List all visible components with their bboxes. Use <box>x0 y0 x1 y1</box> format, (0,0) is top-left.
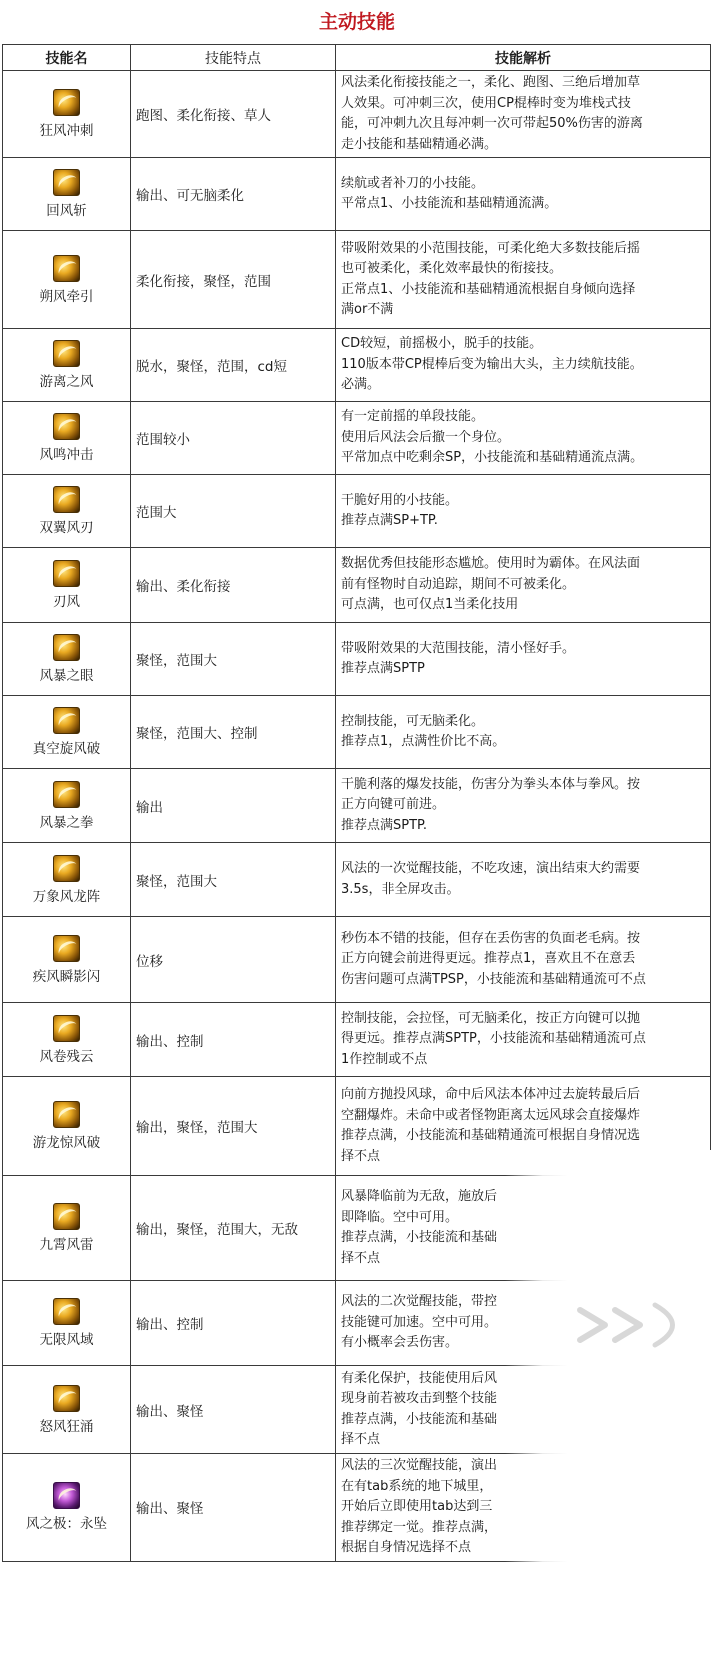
analysis-line: 前有怪物时自动追踪，期间不可被柔化。 <box>341 576 576 592</box>
north-wind-pull-icon <box>53 255 80 282</box>
skill-analysis <box>336 231 711 329</box>
roaming-dragon-icon <box>53 1101 80 1128</box>
watermark-logo-icon <box>560 1290 700 1360</box>
analysis-line: CD较短，前摇极小，脱手的技能。 <box>341 336 543 352</box>
analysis-line: 干脆利落的爆发技能，伤害分为拳头本体与拳风。按 <box>341 776 641 792</box>
analysis-line: 平常点1、小技能流和基础精通流满。 <box>341 196 558 211</box>
skill-features: 范围大 <box>131 475 336 548</box>
skill-analysis <box>336 1003 711 1077</box>
infinite-wind-domain-icon <box>53 1298 80 1325</box>
skill-analysis <box>336 475 711 548</box>
skill-name: 双翼风刃 <box>39 520 94 536</box>
watermark-fade-overlay <box>505 1150 714 1663</box>
analysis-line: 能，可冲刺九次且每冲刺一次可带起50%伤害的游离 <box>341 116 643 131</box>
analysis-line: 风法柔化衔接技能之一，柔化、跑图、三绝后增加草 <box>341 75 641 90</box>
skill-name: 风暴之眼 <box>39 668 94 684</box>
table-row <box>3 623 711 696</box>
skill-analysis <box>336 843 711 917</box>
skill-name-cell <box>3 475 131 548</box>
analysis-line: 控制技能，可无脑柔化。 <box>341 713 485 729</box>
skill-features: 跑图、柔化衔接、草人 <box>131 71 336 158</box>
skill-features: 聚怪，范围大、控制 <box>131 696 336 769</box>
skill-name-cell <box>3 1003 131 1077</box>
analysis-line: 推荐点1，点满性价比不高。 <box>341 734 506 749</box>
analysis-line: 人效果。可冲刺三次，使用CP棍棒时变为堆栈式技 <box>341 95 631 111</box>
table-row <box>3 402 711 475</box>
skill-analysis <box>336 548 711 623</box>
wind-howl-strike-icon <box>53 413 80 440</box>
skill-name-cell <box>3 231 131 329</box>
skill-features: 输出、柔化衔接 <box>131 548 336 623</box>
skill-features: 脱水，聚怪，范围，cd短 <box>131 329 336 402</box>
analysis-line: 推荐点满SPTP <box>341 661 425 676</box>
table-row <box>3 696 711 769</box>
analysis-line: 推荐点满SP+TP. <box>341 513 438 528</box>
table-row <box>3 71 711 158</box>
analysis-line: 满or不满 <box>341 302 394 317</box>
skill-name: 疾风瞬影闪 <box>32 968 101 985</box>
skill-name: 游龙惊风破 <box>32 1135 101 1151</box>
analysis-line: 技能键可加速。空中可用。 <box>341 1314 498 1330</box>
skill-name-cell <box>3 158 131 231</box>
skill-name-cell <box>3 329 131 402</box>
skill-name: 朔风牵引 <box>39 288 94 305</box>
table-row <box>3 231 711 329</box>
skill-name: 风卷残云 <box>39 1048 94 1065</box>
skill-name: 无限风域 <box>39 1332 94 1348</box>
header-skill-features: 技能特点 <box>131 45 336 71</box>
skill-features: 输出、控制 <box>131 1281 336 1366</box>
skill-name-cell <box>3 623 131 696</box>
analysis-line: 推荐点满，小技能流和基础 <box>341 1230 498 1245</box>
analysis-line: 风法的二次觉醒技能，带控 <box>341 1294 498 1310</box>
skill-features: 输出、聚怪 <box>131 1366 336 1454</box>
skill-name: 游离之风 <box>39 374 94 390</box>
skill-analysis <box>336 71 711 158</box>
analysis-line: 秒伤本不错的技能，但存在丢伤害的负面老毛病。按 <box>341 930 641 946</box>
analysis-line: 也可被柔化，柔化效率最快的衔接技。 <box>341 261 563 276</box>
wind-dragon-formation-icon <box>53 855 80 882</box>
table-row <box>3 769 711 843</box>
analysis-line: 正方向键会前进得更远。推荐点1，喜欢且不在意丢 <box>341 951 636 967</box>
analysis-line: 必满。 <box>341 377 381 393</box>
analysis-line: 带吸附效果的小范围技能，可柔化绝大多数技能后摇 <box>341 240 641 256</box>
analysis-line: 110版本带CP棍棒后变为输出大头，主力续航技能。 <box>341 356 643 372</box>
skill-name: 回风斩 <box>46 203 87 219</box>
analysis-line: 有柔化保护，技能使用后风 <box>341 1370 498 1386</box>
analysis-line: 开始后立即使用tab达到三 <box>341 1499 493 1514</box>
storm-eye-icon <box>53 634 80 661</box>
table-row <box>3 548 711 623</box>
skill-name: 风之极：永坠 <box>26 1516 107 1533</box>
analysis-line: 有一定前摇的单段技能。 <box>341 409 485 425</box>
analysis-line: 推荐点满SPTP. <box>341 817 427 833</box>
skill-features: 聚怪，范围大 <box>131 843 336 917</box>
raging-wind-surge-icon <box>53 1385 80 1412</box>
gale-flash-icon <box>53 935 80 962</box>
skill-features: 范围较小 <box>131 402 336 475</box>
analysis-line: 伤害问题可点满TPSP，小技能流和基础精通流可不点 <box>341 971 646 987</box>
analysis-line: 可点满，也可仅点1当柔化技用 <box>341 597 519 613</box>
skill-name-cell <box>3 1176 131 1281</box>
analysis-line: 根据自身情况选择不点 <box>341 1540 472 1555</box>
skill-analysis <box>336 623 711 696</box>
skill-features: 输出、控制 <box>131 1003 336 1077</box>
page-title: 主动技能 <box>318 11 395 33</box>
skill-name: 怒风狂涌 <box>39 1418 94 1435</box>
skill-name-cell <box>3 769 131 843</box>
analysis-line: 控制技能，会拉怪，可无脑柔化，按正方向键可以抛 <box>341 1010 641 1026</box>
analysis-line: 向前方抛投风球，命中后风法本体冲过去旋转最后后 <box>341 1087 641 1102</box>
blade-wind-icon <box>53 560 80 587</box>
analysis-line: 在有tab系统的地下城里， <box>341 1478 493 1494</box>
analysis-line: 风法的三次觉醒技能，演出 <box>341 1458 498 1473</box>
analysis-line: 1作控制或不点 <box>341 1051 428 1067</box>
analysis-line: 使用后风法会后撤一个身位。 <box>341 429 511 445</box>
wind-sweep-icon <box>53 1015 80 1042</box>
returning-wind-slash-icon <box>53 169 80 196</box>
header-skill-analysis: 技能解析 <box>336 45 711 71</box>
analysis-line: 推荐点满，小技能流和基础 <box>341 1411 498 1427</box>
analysis-line: 择不点 <box>341 1250 381 1266</box>
skill-name-cell <box>3 696 131 769</box>
analysis-line: 正常点1、小技能流和基础精通流根据自身倾向选择 <box>341 281 636 297</box>
skill-name-cell <box>3 1366 131 1454</box>
table-row <box>3 475 711 548</box>
skill-name-cell <box>3 1077 131 1176</box>
wind-dash-icon <box>53 89 80 116</box>
skill-features: 输出 <box>131 769 336 843</box>
analysis-line: 推荐点满，小技能流和基础精通流可根据自身情况选 <box>341 1128 641 1143</box>
table-row <box>3 843 711 917</box>
analysis-line: 空翻爆炸。未命中或者怪物距离太远风球会直接爆炸 <box>341 1107 641 1123</box>
skill-name-cell <box>3 1454 131 1562</box>
table-row <box>3 329 711 402</box>
wind-extreme-eternal-fall-icon <box>53 1482 80 1509</box>
skill-name-cell <box>3 548 131 623</box>
table-row <box>3 1003 711 1077</box>
skill-features: 输出、可无脑柔化 <box>131 158 336 231</box>
skill-features: 柔化衔接，聚怪，范围 <box>131 231 336 329</box>
twin-wing-blade-icon <box>53 486 80 513</box>
analysis-line: 数据优秀但技能形态尴尬。使用时为霸体。在风法面 <box>341 556 641 572</box>
analysis-line: 3.5s，非全屏攻击。 <box>341 881 460 897</box>
skill-name: 九霄风雷 <box>39 1237 94 1253</box>
skill-name-cell <box>3 402 131 475</box>
skill-name: 刃风 <box>53 594 80 610</box>
skill-name: 风暴之拳 <box>39 814 94 831</box>
analysis-line: 有小概率会丢伤害。 <box>341 1335 459 1351</box>
analysis-line: 得更远。推荐点满SPTP，小技能流和基础精通流可点 <box>341 1031 646 1047</box>
analysis-line: 平常加点中吃剩余SP，小技能流和基础精通流点满。 <box>341 450 644 466</box>
skill-name-cell <box>3 917 131 1003</box>
analysis-line: 择不点 <box>341 1432 381 1447</box>
skill-analysis <box>336 917 711 1003</box>
skill-name: 万象风龙阵 <box>32 888 101 905</box>
skill-analysis <box>336 329 711 402</box>
skill-name-cell <box>3 71 131 158</box>
skill-features: 聚怪，范围大 <box>131 623 336 696</box>
analysis-line: 即降临。空中可用。 <box>341 1209 459 1225</box>
skill-features: 输出，聚怪，范围大，无敌 <box>131 1176 336 1281</box>
analysis-line: 风暴降临前为无敌，施放后 <box>341 1189 498 1204</box>
vacuum-whirlwind-icon <box>53 707 80 734</box>
header-skill-name: 技能名 <box>3 45 131 71</box>
analysis-line: 推荐绑定一觉。推荐点满， <box>341 1519 498 1535</box>
skill-name: 真空旋风破 <box>32 741 101 757</box>
skill-features: 位移 <box>131 917 336 1003</box>
skill-analysis <box>336 402 711 475</box>
nine-heaven-thunder-icon <box>53 1203 80 1230</box>
wandering-wind-icon <box>53 340 80 367</box>
analysis-line: 走小技能和基础精通必满。 <box>341 136 498 152</box>
skill-name-cell <box>3 843 131 917</box>
table-row <box>3 917 711 1003</box>
analysis-line: 正方向键可前进。 <box>341 797 446 813</box>
skill-analysis <box>336 769 711 843</box>
skill-analysis <box>336 158 711 231</box>
storm-fist-icon <box>53 781 80 808</box>
skill-features: 输出，聚怪，范围大 <box>131 1077 336 1176</box>
table-row <box>3 158 711 231</box>
skill-features: 输出、聚怪 <box>131 1454 336 1562</box>
skill-analysis <box>336 696 711 769</box>
table-header-row <box>3 45 711 71</box>
analysis-line: 干脆好用的小技能。 <box>341 492 459 508</box>
skill-name-cell <box>3 1281 131 1366</box>
skill-name: 风鸣冲击 <box>39 447 94 463</box>
analysis-line: 择不点 <box>341 1148 381 1164</box>
analysis-line: 风法的一次觉醒技能，不吃攻速，演出结束大约需要 <box>341 861 641 876</box>
analysis-line: 续航或者补刀的小技能。 <box>341 175 485 191</box>
analysis-line: 现身前若被攻击到整个技能 <box>341 1391 498 1406</box>
analysis-line: 带吸附效果的大范围技能，清小怪好手。 <box>341 640 576 656</box>
skill-name: 狂风冲刺 <box>39 123 94 139</box>
